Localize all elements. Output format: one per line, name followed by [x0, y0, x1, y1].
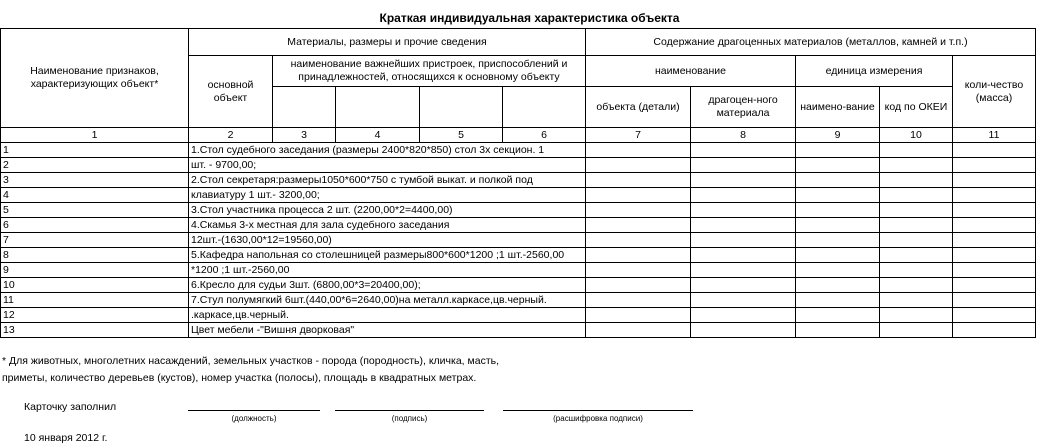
empty-cell	[796, 323, 880, 338]
empty-cell	[880, 263, 953, 278]
decoding-caption: (расшифровка подписи)	[553, 414, 643, 423]
filled-by-label: Карточку заполнил	[24, 401, 117, 413]
row-description: Цвет мебели -"Вишня дворковая"	[189, 323, 586, 338]
row-description: 4.Скамья 3-х местная для зала судебного заседания	[189, 218, 586, 233]
row-number: 3	[1, 173, 189, 188]
row-description: 1.Стол судебного заседания (размеры 2400*820*850) стол 3х секцион. 1	[189, 143, 586, 158]
empty-cell	[691, 173, 796, 188]
empty-cell	[796, 248, 880, 263]
row-number: 2	[1, 158, 189, 173]
header-okei-code: код по ОКЕИ	[880, 87, 953, 128]
column-number: 1	[1, 128, 189, 143]
empty-cell	[953, 158, 1036, 173]
header-quantity: коли-чество (масса)	[953, 56, 1036, 128]
empty-cell	[586, 203, 691, 218]
empty-cell	[691, 248, 796, 263]
footnote	[2, 353, 499, 387]
empty-cell	[691, 188, 796, 203]
signature-line	[335, 410, 484, 411]
table-row	[1, 218, 1036, 233]
empty-cell	[796, 203, 880, 218]
table-row	[1, 323, 1036, 338]
row-number: 10	[1, 278, 189, 293]
empty-cell	[586, 248, 691, 263]
empty-cell	[586, 218, 691, 233]
header-precious-material: драгоцен-ного материала	[691, 87, 796, 128]
table-row	[1, 248, 1036, 263]
position-line	[188, 410, 320, 411]
empty-cell	[953, 248, 1036, 263]
empty-cell	[953, 323, 1036, 338]
empty-cell	[953, 278, 1036, 293]
header-empty-cell	[420, 87, 503, 128]
empty-cell	[691, 293, 796, 308]
empty-cell	[691, 203, 796, 218]
column-number: 10	[880, 128, 953, 143]
empty-cell	[953, 173, 1036, 188]
empty-cell	[953, 143, 1036, 158]
empty-cell	[953, 233, 1036, 248]
row-number: 12	[1, 308, 189, 323]
empty-cell	[796, 263, 880, 278]
empty-cell	[953, 308, 1036, 323]
empty-cell	[880, 323, 953, 338]
column-number: 7	[586, 128, 691, 143]
empty-cell	[880, 143, 953, 158]
empty-cell	[586, 158, 691, 173]
column-number: 2	[189, 128, 273, 143]
empty-cell	[880, 218, 953, 233]
empty-cell	[586, 308, 691, 323]
row-number: 7	[1, 233, 189, 248]
empty-cell	[586, 143, 691, 158]
header-empty-cell	[336, 87, 420, 128]
table-row	[1, 203, 1036, 218]
row-description: 2.Стол секретаря:размеры1050*600*750 с тумбой выкат. и полкой под	[189, 173, 586, 188]
empty-cell	[691, 143, 796, 158]
column-number: 11	[953, 128, 1036, 143]
row-number: 6	[1, 218, 189, 233]
row-description: клавиатуру 1 шт.- 3200,00;	[189, 188, 586, 203]
empty-cell	[880, 293, 953, 308]
empty-cell	[586, 263, 691, 278]
empty-cell	[691, 158, 796, 173]
column-number: 9	[796, 128, 880, 143]
empty-cell	[880, 248, 953, 263]
row-number: 9	[1, 263, 189, 278]
empty-cell	[796, 233, 880, 248]
signature-caption: (подпись)	[391, 414, 428, 423]
row-description: *1200 ;1 шт.-2560,00	[189, 263, 586, 278]
row-number: 8	[1, 248, 189, 263]
position-caption: (должность)	[231, 414, 277, 423]
empty-cell	[953, 218, 1036, 233]
header-precious-materials: Содержание драгоценных материалов (металлов, камней и т.п.)	[586, 29, 1036, 56]
empty-cell	[880, 308, 953, 323]
empty-cell	[586, 293, 691, 308]
empty-cell	[796, 218, 880, 233]
table-row	[1, 233, 1036, 248]
empty-cell	[880, 188, 953, 203]
empty-cell	[586, 188, 691, 203]
header-accessories: наименование важнейших пристроек, приспособлений и принадлежностей, относящихся к основному объекту	[273, 56, 586, 87]
empty-cell	[880, 278, 953, 293]
header-attribute-name: Наименование признаков, характеризующих объект*	[1, 29, 189, 128]
footnote-line: приметы, количество деревьев (кустов), номер участка (полосы), площадь в квадратных метрах.	[2, 372, 477, 384]
fill-date: 10 января 2012 г.	[24, 432, 108, 444]
row-number: 13	[1, 323, 189, 338]
empty-cell	[880, 158, 953, 173]
empty-cell	[953, 203, 1036, 218]
row-description: 12шт.-(1630,00*12=19560,00)	[189, 233, 586, 248]
empty-cell	[586, 173, 691, 188]
column-number: 4	[336, 128, 420, 143]
row-description: 5.Кафедра напольная со столешницей размеры800*600*1200 ;1 шт.-2560,00	[189, 248, 586, 263]
table-row	[1, 158, 1036, 173]
row-number: 1	[1, 143, 189, 158]
row-number: 11	[1, 293, 189, 308]
empty-cell	[796, 278, 880, 293]
table-row	[1, 188, 1036, 203]
empty-cell	[796, 188, 880, 203]
empty-cell	[796, 308, 880, 323]
header-base-object: основной объект	[189, 56, 273, 128]
empty-cell	[953, 293, 1036, 308]
empty-cell	[691, 308, 796, 323]
header-name: наименование	[586, 56, 796, 87]
header-empty-cell	[273, 87, 336, 128]
table-row	[1, 263, 1036, 278]
characteristics-table	[0, 28, 1036, 338]
empty-cell	[691, 278, 796, 293]
row-description: 3.Стол участника процесса 2 шт. (2200,00*2=4400,00)	[189, 203, 586, 218]
row-description: шт. - 9700,00;	[189, 158, 586, 173]
table-row	[1, 308, 1036, 323]
column-number: 5	[420, 128, 503, 143]
row-number: 4	[1, 188, 189, 203]
header-materials: Материалы, размеры и прочие сведения	[189, 29, 586, 56]
empty-cell	[586, 233, 691, 248]
row-description: 7.Стул полумягкий 6шт.(440,00*6=2640,00)на металл.каркасе,цв.черный.	[189, 293, 586, 308]
empty-cell	[880, 233, 953, 248]
row-number: 5	[1, 203, 189, 218]
empty-cell	[880, 203, 953, 218]
empty-cell	[691, 323, 796, 338]
empty-cell	[796, 173, 880, 188]
table-row	[1, 278, 1036, 293]
empty-cell	[796, 158, 880, 173]
empty-cell	[953, 263, 1036, 278]
empty-cell	[691, 218, 796, 233]
empty-cell	[691, 263, 796, 278]
footnote-line: * Для животных, многолетних насаждений, земельных участков - порода (породность), кличка, масть,	[2, 355, 500, 367]
row-description: 6.Кресло для судьи 3шт. (6800,00*3=20400,00);	[189, 278, 586, 293]
empty-cell	[880, 173, 953, 188]
page-title: Краткая индивидуальная характеристика объекта	[379, 11, 680, 25]
column-number: 3	[273, 128, 336, 143]
table-row	[1, 173, 1036, 188]
empty-cell	[796, 143, 880, 158]
header-unit: единица измерения	[796, 56, 953, 87]
empty-cell	[953, 188, 1036, 203]
table-row	[1, 293, 1036, 308]
header-unit-name: наимено-вание	[796, 87, 880, 128]
row-description: .каркасе,цв.черный.	[189, 308, 586, 323]
column-number: 8	[691, 128, 796, 143]
column-number: 6	[503, 128, 586, 143]
empty-cell	[691, 233, 796, 248]
header-empty-cell	[503, 87, 586, 128]
table-row	[1, 143, 1036, 158]
empty-cell	[586, 278, 691, 293]
empty-cell	[586, 323, 691, 338]
header-object-part: объекта (детали)	[586, 87, 691, 128]
empty-cell	[796, 293, 880, 308]
decoding-line	[503, 410, 693, 411]
